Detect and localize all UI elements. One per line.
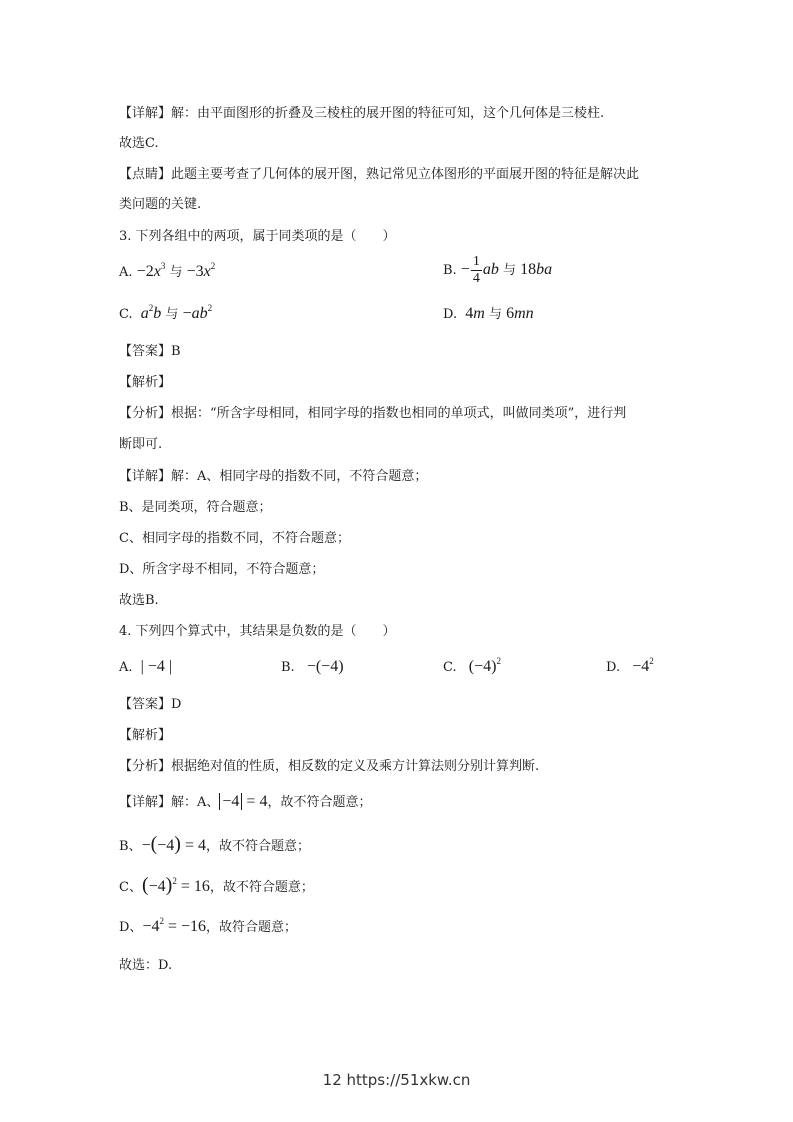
detail-text: ，故不符合题意； [206, 839, 311, 854]
detail-math: $-4^2 = -16$ [142, 916, 207, 935]
q4-jiexi: 【解析】 [119, 728, 172, 743]
note-line-1: 【点睛】此题主要考查了几何体的展开图，熟记常见立体图形的平面展开图的特征是解决此 [119, 167, 640, 182]
q3-option-c [119, 305, 212, 324]
option-math: − $\frac{1}{4}$ ab [460, 254, 499, 286]
option-math: $(-4)^2$ [460, 656, 501, 675]
q3-option-a [119, 263, 215, 282]
detail-line: 【详解】解：由平面图形的折叠及三棱柱的展开图的特征可知，这个几何体是三棱柱. [119, 106, 605, 121]
question-3: 3. 下列各组中的两项，属于同类项的是（ ） [119, 229, 396, 244]
choice-line: 故选C. [119, 136, 159, 151]
option-label: C. [443, 660, 457, 675]
detail-prefix: D、 [119, 920, 143, 935]
option-math: 6mn [506, 305, 534, 322]
detail-prefix: 【详解】解：A、 [119, 795, 220, 810]
question-4: 4. 下列四个算式中，其结果是负数的是（ ） [119, 624, 396, 639]
q4-detail-b [119, 835, 310, 856]
detail-prefix: B、 [119, 839, 142, 854]
option-math: $a^2b$ [140, 303, 162, 322]
option-label: A. [119, 660, 133, 675]
q3-option-d [443, 305, 534, 324]
detail-math: −(−4) = 4 [141, 833, 206, 855]
q3-answer: 【答案】B [119, 344, 181, 359]
option-math: $-ab^2$ [182, 303, 213, 322]
q4-detail-d [119, 918, 297, 937]
connector: 与 [165, 307, 179, 322]
q3-analysis-1: 【分析】根据：“所含字母相同，相同字母的指数也相同的单项式，叫做同类项”，进行判 [119, 406, 627, 421]
option-label: D. [606, 660, 621, 675]
option-label: B. [443, 263, 457, 279]
option-math: $-3x^2$ [186, 261, 216, 280]
detail-text: ，故不符合题意； [209, 880, 314, 895]
q3-option-b [443, 254, 552, 287]
q4-option-d [606, 658, 654, 677]
q4-answer: 【答案】D [119, 697, 182, 712]
detail-text: ，故不符合题意； [267, 795, 372, 810]
q4-choose: 故选：D. [119, 958, 173, 973]
option-math: 18ba [520, 261, 553, 279]
option-math: $-2x^3$ [136, 261, 166, 280]
connector: 与 [169, 265, 183, 280]
page-footer: 12 https://51xkw.cn [322, 1071, 471, 1089]
detail-math: −4 = 4 [219, 793, 267, 810]
option-label: C. [119, 307, 133, 322]
option-math: | −4 | [136, 658, 173, 675]
q4-option-a [119, 658, 172, 677]
q4-detail-c [119, 876, 314, 897]
connector: 与 [503, 263, 517, 279]
q3-detail-4: D、所含字母不相同，不符合题意； [119, 562, 325, 577]
detail-prefix: C、 [119, 880, 142, 895]
q3-detail-3: C、相同字母的指数不同，不符合题意； [119, 531, 350, 546]
q4-option-b [281, 658, 344, 677]
q3-analysis-2: 断即可. [119, 437, 163, 452]
option-math: $-4^2$ [624, 656, 654, 675]
note-line-2: 类问题的关键. [119, 197, 202, 212]
connector: 与 [488, 307, 502, 322]
q3-detail-2: B、是同类项，符合题意； [119, 500, 272, 515]
detail-text: ，故符合题意； [206, 920, 298, 935]
q3-choose: 故选B. [119, 593, 159, 608]
detail-math: $(-4)^2 = 16$ [141, 874, 210, 896]
q3-detail-1: 【详解】解：A、相同字母的指数不同，不符合题意； [119, 469, 428, 484]
option-label: A. [119, 265, 133, 280]
option-label: D. [443, 307, 458, 322]
option-math: −(−4) [298, 658, 344, 675]
option-math: 4m [461, 305, 485, 322]
q4-detail-a [119, 793, 371, 812]
q3-jiexi: 【解析】 [119, 375, 172, 390]
option-label: B. [281, 660, 295, 675]
q4-analysis: 【分析】根据绝对值的性质，相反数的定义及乘方计算法则分别计算判断. [119, 759, 540, 774]
q4-option-c [443, 658, 501, 677]
